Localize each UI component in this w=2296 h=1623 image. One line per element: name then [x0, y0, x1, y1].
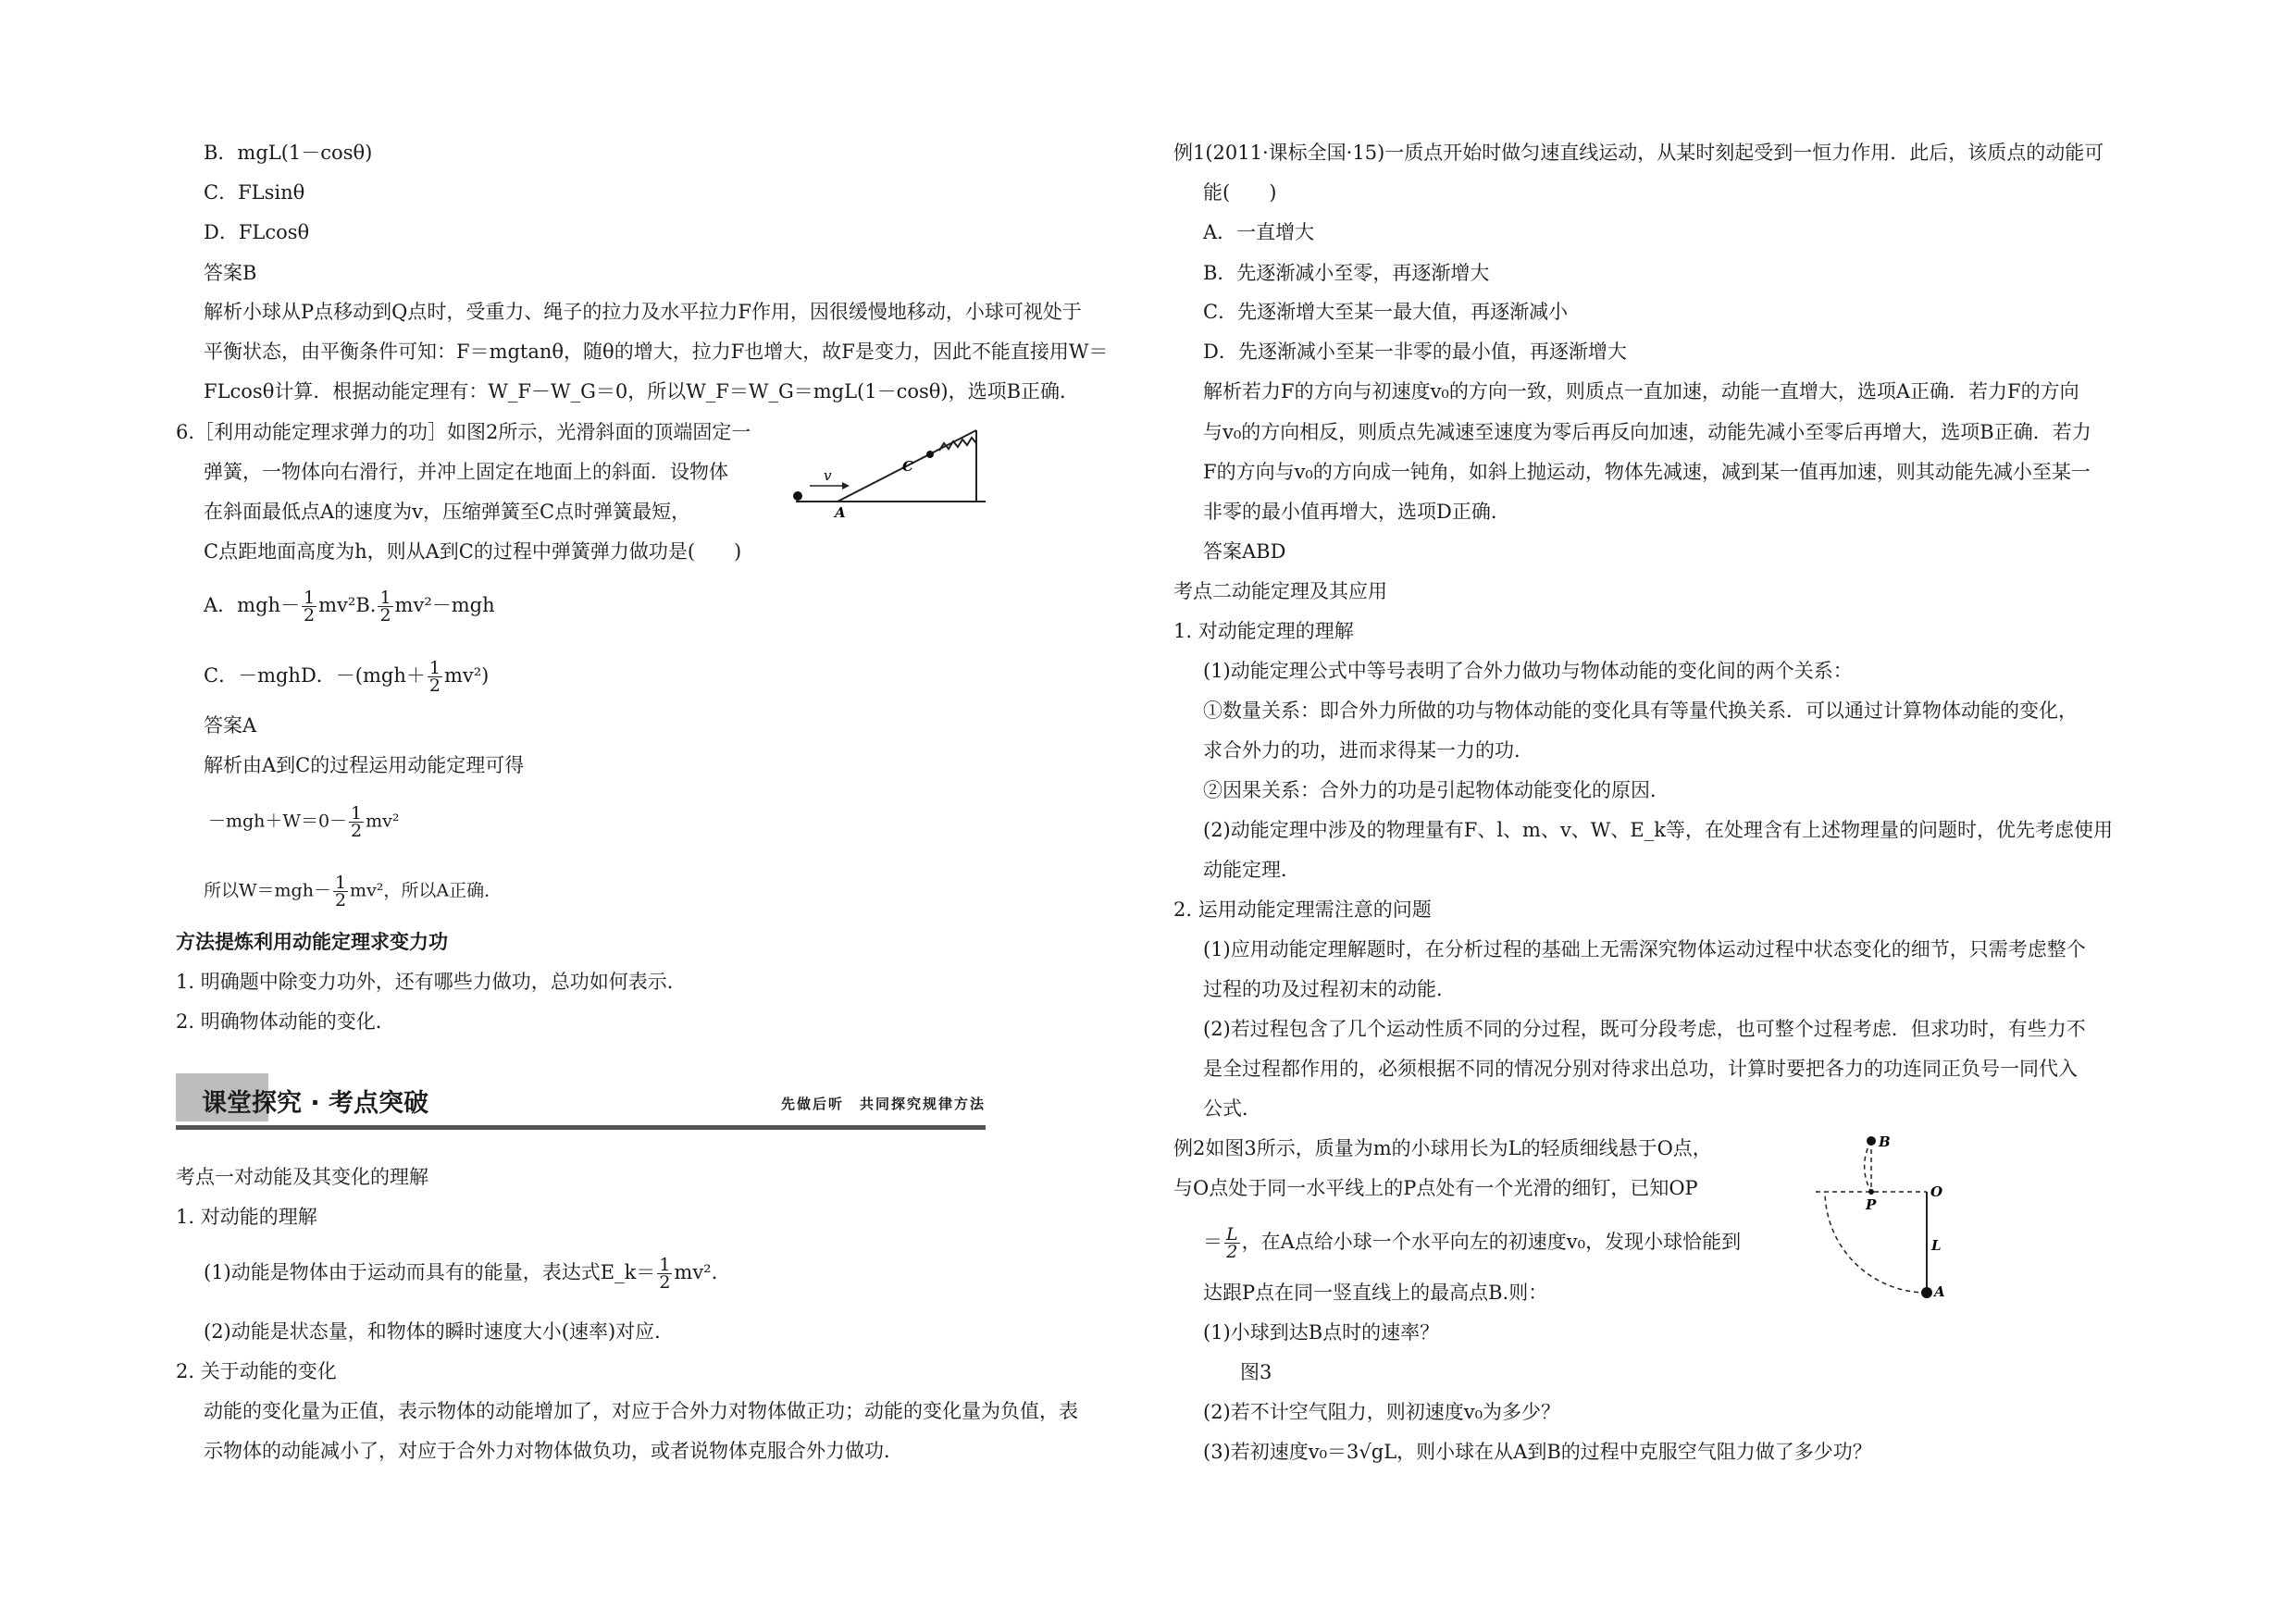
topic2-s1a: (1)动能定理公式中等号表明了合外力做功与物体动能的变化间的两个关系： [1203, 660, 1853, 682]
fig3-o-label: O [1930, 1183, 1943, 1200]
ex1-option-a: A．一直增大 [1203, 221, 1315, 243]
fraction: $\frac{1}{2}$ [659, 1255, 671, 1293]
topic2-s2: 2. 运用动能定理需注意的问题 [1173, 898, 1432, 921]
fraction: $\frac{1}{2}$ [428, 658, 441, 696]
topic2-title: 考点二动能定理及其应用 [1173, 580, 1387, 602]
topic2-s1: 1. 对动能定理的理解 [1173, 620, 1354, 642]
fraction-l-over-2: $\frac{L}{2}$ [1226, 1224, 1238, 1262]
topic2-s1d: ②因果关系：合外力的功是引起物体动能变化的原因． [1203, 779, 1669, 801]
topic2-s2d: 是全过程都作用的，必须根据不同的情况分别对待求出总功，计算时要把各力的功连同正负号一同代入 [1203, 1058, 2078, 1080]
q6-options-ab [204, 589, 495, 624]
ex2-question3: (3)若初速度v₀＝3√gL，则小球在从A到B的过程中克服空气阻力做了多少功？ [1203, 1441, 1872, 1463]
method-title: 方法提炼利用动能定理求变力功 [176, 930, 448, 953]
ex1-option-d: D．先逐渐减小至某一非零的最小值，再逐渐增大 [1203, 341, 1627, 363]
banner-rule [176, 1125, 986, 1130]
topic2-s2b: 过程的功及过程初末的动能． [1203, 978, 1456, 1000]
q6-answer: 答案A [204, 714, 257, 737]
topic1-s2b: 示物体的动能减小了，对应于合外力对物体做负功，或者说物体克服合外力做功． [204, 1440, 903, 1462]
q6-opt-a-tail: mv²B. [318, 594, 377, 616]
method-item-2: 2. 明确物体动能的变化． [176, 1010, 395, 1033]
topic1-s1: 1. 对动能的理解 [176, 1206, 317, 1228]
q5-analysis-line3: FLcosθ计算．根据动能定理有：W_F－W_G＝0，所以W_F＝W_G＝mgL(1－cosθ)，选项B正确． [204, 380, 1080, 403]
q6-line4: C点距地面高度为h，则从A到C的过程中弹簧弹力做功是( ) [204, 540, 742, 563]
q6-equation2: 所以W＝mgh－ $\frac{1}{2}$ mv²，所以A正确． [204, 873, 503, 911]
fraction: $\frac{1}{2}$ [334, 873, 347, 911]
topic1-s2a: 动能的变化量为正值，表示物体的动能增加了，对应于合外力对物体做正功；动能的变化量为负值，表 [204, 1400, 1078, 1422]
ex2-line1: 例2如图3所示，质量为m的小球用长为L的轻质细线悬于O点， [1173, 1137, 1712, 1159]
fig2-v-label: v [824, 467, 832, 484]
q6-opt-c-tail: mv²) [443, 664, 490, 687]
ex1-answer: 答案ABD [1203, 540, 1286, 563]
ex2-question1: (1)小球到达B点时的速率？ [1203, 1321, 1440, 1344]
q6-line1: 6.［利用动能定理求弹力的功］如图2所示，光滑斜面的顶端固定一 [176, 421, 751, 443]
q5-analysis-line1: 解析小球从P点移动到Q点时，受重力、绳子的拉力及水平拉力F作用，因很缓慢地移动，小球可视处于 [204, 301, 1082, 323]
ex1-option-c: C．先逐渐增大至某一最大值，再逐渐减小 [1203, 301, 1569, 323]
ex1-analysis-4: 非零的最小值再增大，选项D正确． [1203, 501, 1510, 523]
ex2-line2: 与O点处于同一水平线上的P点处有一个光滑的细钉，已知OP [1173, 1177, 1698, 1199]
fig2-c-label: C [902, 458, 913, 475]
q6-options-cd [204, 660, 489, 694]
incline-spring-figure [787, 421, 995, 523]
q6-line3: 在斜面最低点A的速度为v，压缩弹簧至C点时弹簧最短， [204, 501, 691, 523]
fig3-p-label: P [1866, 1196, 1877, 1213]
fraction: $\frac{1}{2}$ [379, 588, 391, 626]
fig3-a-label: A [1934, 1283, 1945, 1300]
fig2-a-label: A [835, 504, 846, 521]
topic2-s2e: 公式． [1203, 1097, 1261, 1120]
q6-opt-a-text: A．mgh－ [204, 594, 301, 616]
q5-analysis-line2: 平衡状态，由平衡条件可知：F＝mgtanθ，随θ的增大，拉力F也增大，故F是变力，因此不能直接用W＝ [204, 341, 1109, 363]
ex2-figure-caption: 图3 [1240, 1361, 1272, 1383]
ex2-question2: (2)若不计空气阻力，则初速度v₀为多少？ [1203, 1401, 1561, 1423]
q6-line2: 弹簧，一物体向右滑行，并冲上固定在地面上的斜面．设物体 [204, 461, 728, 483]
topic2-s2c: (2)若过程包含了几个运动性质不同的分过程，既可分段考虑，也可整个过程考虑．但求功时，有些力不 [1203, 1018, 2086, 1040]
topic2-s1c: 求合外力的功，进而求得某一力的功． [1203, 739, 1533, 762]
pendulum-figure [1814, 1124, 1953, 1314]
ex2-line3: ＝ $\frac{L}{2}$ ，在A点给小球一个水平向左的初速度v₀，发现小球恰能到 [1203, 1224, 1742, 1262]
ex1-option-b: B．先逐渐减小至零，再逐渐增大 [1203, 262, 1490, 284]
fig3-b-label: B [1879, 1134, 1891, 1150]
topic2-s1f: 动能定理． [1203, 859, 1300, 881]
q5-answer: 答案B [204, 262, 257, 284]
q6-opt-c-text: C．－mghD．－(mgh＋ [204, 664, 426, 687]
q5-option-b: B．mgL(1－cosθ) [204, 142, 373, 164]
topic1-s1a: (1)动能是物体由于运动而具有的能量，表达式E_k＝ $\frac{1}{2}$ mv². [204, 1255, 718, 1293]
q6-equation1: －mgh＋W＝0－ $\frac{1}{2}$ mv² [208, 803, 400, 841]
ex2-line4: 达跟P点在同一竖直线上的最高点B.则： [1203, 1282, 1548, 1304]
section-banner [176, 1073, 986, 1131]
fraction: $\frac{1}{2}$ [304, 588, 316, 626]
topic2-s1e: (2)动能定理中涉及的物理量有F、l、m、v、W、E_k等，在处理含有上述物理量的问题时，优先考虑使用 [1203, 819, 2113, 841]
method-item-1: 1. 明确题中除变力功外，还有哪些力做功，总功如何表示． [176, 971, 687, 993]
ex1-line2: 能( ) [1203, 181, 1277, 204]
topic1-s2: 2. 关于动能的变化 [176, 1360, 337, 1382]
q5-option-c: C．FLsinθ [204, 181, 305, 204]
ex1-line1: 例1(2011·课标全国·15)一质点开始时做匀速直线运动，从某时刻起受到一恒力作用．此后，该质点的动能可 [1173, 142, 2104, 164]
topic2-s1b: ①数量关系：即合外力所做的功与物体动能的变化具有等量代换关系．可以通过计算物体动能的变化， [1203, 700, 2078, 722]
topic1-title: 考点一对动能及其变化的理解 [176, 1166, 428, 1188]
q6-analysis-line1: 解析由A到C的过程运用动能定理可得 [204, 754, 525, 776]
q5-option-d: D．FLcosθ [204, 221, 310, 243]
banner-slogan: 先做后听 共同探究规律方法 [780, 1096, 986, 1112]
fraction: $\frac{1}{2}$ [351, 803, 363, 841]
fig3-l-label: L [1931, 1237, 1942, 1254]
banner-title: 课堂探究 · 考点突破 [202, 1089, 429, 1118]
ex1-analysis-3: F的方向与v₀的方向成一钝角，如斜上抛运动，物体先减速，减到某一值再加速，则其动能先减小至某一 [1203, 461, 2091, 483]
ex1-analysis-1: 解析若力F的方向与初速度v₀的方向一致，则质点一直加速，动能一直增大，选项A正确．若力F的方向 [1203, 380, 2079, 403]
topic2-s2a: (1)应用动能定理解题时，在分析过程的基础上无需深究物体运动过程中状态变化的细节，只需考虑整个 [1203, 938, 2086, 960]
q6-opt-b-tail: mv²－mgh [394, 594, 495, 616]
topic1-s1b: (2)动能是状态量，和物体的瞬时速度大小(速率)对应． [204, 1320, 675, 1343]
ex1-analysis-2: 与v₀的方向相反，则质点先减速至速度为零后再反向加速，动能先减小至零后再增大，选项B正确．若力 [1203, 421, 2091, 443]
